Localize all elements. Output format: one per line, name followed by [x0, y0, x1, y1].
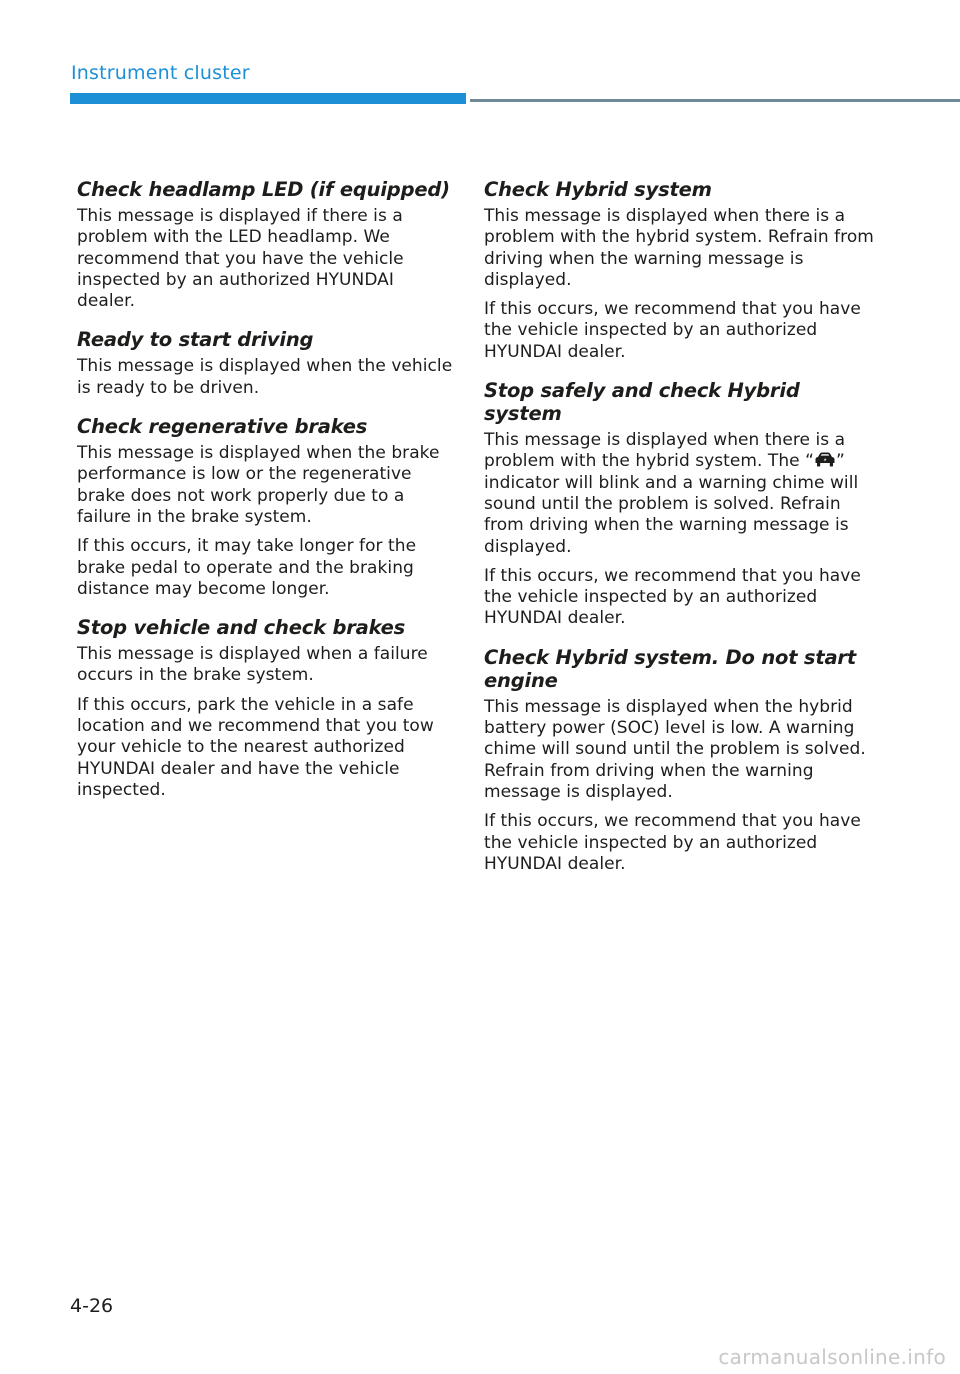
section-check-hybrid-do-not-start — [484, 646, 874, 875]
hybrid-system-warning-icon — [814, 451, 836, 469]
left-column — [77, 178, 457, 817]
heading-ready-to-start-driving: Ready to start driving — [77, 328, 314, 352]
heading-check-hybrid-do-not-start: Check Hybrid system. Do not start engine — [484, 645, 856, 692]
paragraph: This message is displayed when the brake performance is low or the regenerative brake does not work properly due to a failure in the brake system. — [77, 443, 440, 527]
heading-check-headlamp-led: Check headlamp LED (if equipped) — [77, 178, 450, 201]
header-rule-blue — [70, 93, 466, 104]
heading-stop-vehicle-check-brakes: Stop vehicle and check brakes — [77, 616, 406, 640]
paragraph: If this occurs, it may take longer for the brake pedal to operate and the braking distance may become longer. — [77, 536, 417, 599]
page-number: 4-26 — [70, 1295, 114, 1317]
paragraph: This message is displayed when there is a problem with the hybrid system. Refrain from driving when the warning message is displayed. — [484, 206, 874, 290]
paragraph-with-icon — [484, 430, 874, 558]
heading-check-regenerative-brakes: Check regenerative brakes — [77, 415, 368, 439]
section-check-regenerative-brakes — [77, 415, 457, 600]
section-check-headlamp-led — [77, 178, 457, 312]
text-before-icon: This message is displayed when there is a problem with the hybrid system. The “ — [484, 430, 846, 472]
paragraph: This message is displayed if there is a problem with the LED headlamp. We recommend that you have the vehicle inspected by an authorized HYUNDAI dealer. — [77, 206, 404, 312]
paragraph: This message is displayed when a failure occurs in the brake system. — [77, 644, 428, 686]
paragraph: If this occurs, we recommend that you have the vehicle inspected by an authorized HYUNDAI dealer. — [484, 811, 861, 874]
section-check-hybrid-system — [484, 178, 874, 363]
paragraph: If this occurs, we recommend that you have the vehicle inspected by an authorized HYUNDAI dealer. — [484, 565, 861, 629]
section-title: Instrument cluster — [71, 62, 250, 84]
paragraph: This message is displayed when the hybrid battery power (SOC) level is low. A warning chime will sound until the problem is solved. Refrain from driving when the warning message is displayed. — [484, 696, 866, 802]
watermark: carmanualsonline.info — [718, 1345, 946, 1369]
section-ready-to-start-driving — [77, 328, 457, 399]
paragraph: If this occurs, we recommend that you have the vehicle inspected by an authorized HYUNDAI dealer. — [484, 299, 861, 362]
paragraph: If this occurs, park the vehicle in a safe location and we recommend that you tow your vehicle to the nearest authorized HYUNDAI dealer and have the vehicle inspected. — [77, 694, 434, 800]
text-after-icon: ” indicator will blink and a warning chime will sound until the problem is solved. Refrain from driving when the warning message is displayed. — [484, 451, 859, 557]
section-stop-vehicle-check-brakes — [77, 616, 457, 801]
right-column — [484, 178, 874, 891]
heading-stop-safely-check-hybrid: Stop safely and check Hybrid system — [484, 379, 800, 426]
paragraph: This message is displayed when the vehicle is ready to be driven. — [77, 356, 453, 398]
section-stop-safely-check-hybrid — [484, 379, 874, 630]
header-rule-gray — [470, 99, 960, 102]
heading-check-hybrid-system: Check Hybrid system — [484, 178, 712, 201]
